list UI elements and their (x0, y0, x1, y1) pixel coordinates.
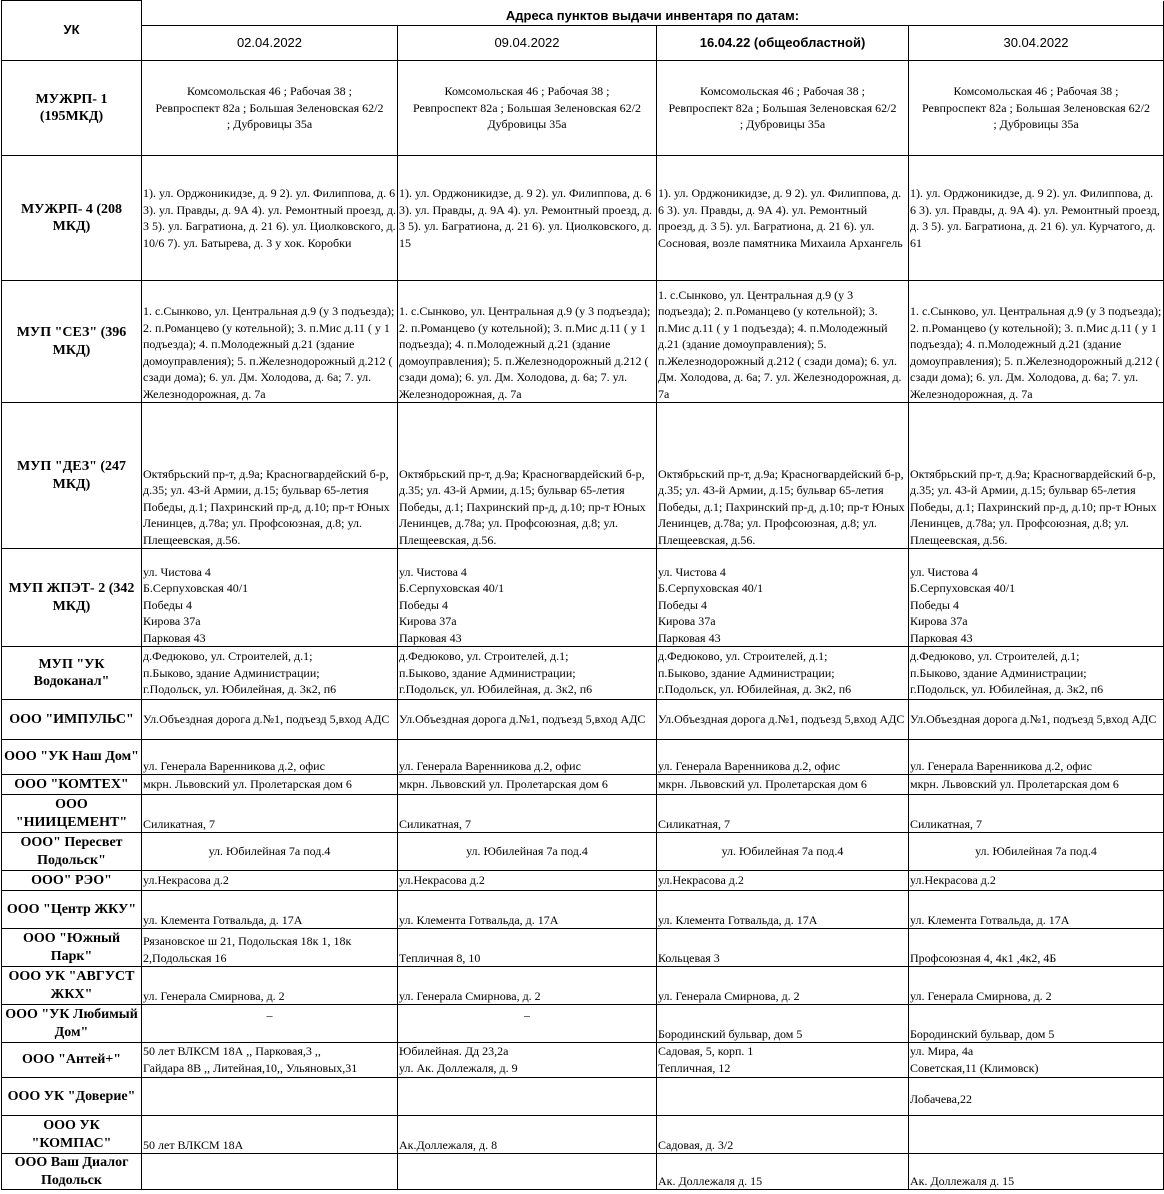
address-cell: ул. Клемента Готвальда, д. 17А (142, 891, 398, 929)
date-header-30-04: 30.04.2022 (909, 26, 1164, 61)
address-table (1, 0, 1164, 1190)
address-cell: 1. с.Сынково, ул. Центральная д.9 (у 3 подъезда); 2. п.Романцево (у котельной); 3. п.Мис д.11 ( у 1 подъезда); 4. п.Молодежный д.21 (здание домоуправления); 5. п.Железнодорожный д.212 ( сзади дома); 6. ул. Дм. Холодова, д. 6а; 7. ул. Железнодорожная, д. 7а (398, 281, 657, 403)
table-row (2, 929, 1164, 967)
table-row (2, 156, 1164, 281)
address-cell: Ак. Доллежаля д. 15 (657, 1154, 909, 1190)
table-row (2, 1078, 1164, 1116)
address-cell: Силикатная, 7 (657, 795, 909, 833)
table-row (2, 1116, 1164, 1154)
table-row (2, 700, 1164, 740)
table-title: Адреса пунктов выдачи инвентаря по датам: (142, 1, 1164, 26)
table-row (2, 61, 1164, 156)
table-row (2, 775, 1164, 795)
table-row (2, 740, 1164, 775)
company-name: ООО "НИИЦЕМЕНТ" (2, 795, 142, 833)
address-cell: Комсомольская 46 ; Рабочая 38 ; Ревпроспект 82а ; Большая Зеленовская 62/2 ; Дубровицы 35а (909, 61, 1164, 156)
address-cell: ул. Клемента Готвальда, д. 17А (657, 891, 909, 929)
address-cell: 50 лет ВЛКСМ 18А (142, 1116, 398, 1154)
address-cell: ул.Некрасова д.2 (142, 871, 398, 891)
address-cell: Ул.Объездная дорога д.№1, подъезд 5,вход АДС (657, 700, 909, 740)
address-cell: ул. Генерала Смирнова, д. 2 (909, 967, 1164, 1005)
address-cell: Комсомольская 46 ; Рабочая 38 ; Ревпроспект 82а ; Большая Зеленовская 62/2 ; Дубровицы 35а (657, 61, 909, 156)
address-cell (657, 1078, 909, 1116)
table-row (2, 795, 1164, 833)
address-cell: Кольцевая 3 (657, 929, 909, 967)
address-cell: ул. Генерала Варенникова д.2, офис (909, 740, 1164, 775)
company-name: МУП "ДЕЗ" (247 МКД) (2, 403, 142, 549)
address-cell: д.Федюково, ул. Строителей, д.1; п.Быково, здание Администрации; г.Подольск, ул. Юбилейная, д. 3к2, п6 (142, 647, 398, 700)
address-cell: Октябрьский пр-т, д.9а; Красногвардейский б-р, д.35; ул. 43-й Армии, д.15; бульвар 65-летия Победы, д.1; Пахринский пр-д, д.10; пр-т Юных Ленинцев, д.78а; ул. Профсоюзная, д.8; ул. Плещеевская, д.56. (142, 403, 398, 549)
table-row (2, 1043, 1164, 1078)
address-cell: Садовая, 5, корп. 1 Тепличная, 12 (657, 1043, 909, 1078)
address-cell: ул. Клемента Готвальда, д. 17А (398, 891, 657, 929)
company-name: ООО УК "КОМПАС" (2, 1116, 142, 1154)
address-cell: ул.Некрасова д.2 (657, 871, 909, 891)
address-cell: Силикатная, 7 (909, 795, 1164, 833)
uk-column-header: УК (2, 1, 142, 61)
address-cell: мкрн. Львовский ул. Пролетарская дом 6 (142, 775, 398, 795)
address-cell: ул. Генерала Смирнова, д. 2 (657, 967, 909, 1005)
address-cell: Ул.Объездная дорога д.№1, подъезд 5,вход АДС (398, 700, 657, 740)
table-row (2, 871, 1164, 891)
date-header-02-04: 02.04.2022 (142, 26, 398, 61)
address-cell: Октябрьский пр-т, д.9а; Красногвардейский б-р, д.35; ул. 43-й Армии, д.15; бульвар 65-летия Победы, д.1; Пахринский пр-д, д.10; пр-т Юных Ленинцев, д.78а; ул. Профсоюзная, д.8; ул. Плещеевская, д.56. (909, 403, 1164, 549)
address-cell: Октябрьский пр-т, д.9а; Красногвардейский б-р, д.35; ул. 43-й Армии, д.15; бульвар 65-летия Победы, д.1; Пахринский пр-д, д.10; пр-т Юных Ленинцев, д.78а; ул. Профсоюзная, д.8; ул. Плещеевская, д.56. (398, 403, 657, 549)
address-cell: ул. Юбилейная 7а под.4 (657, 833, 909, 871)
company-name: МУП ЖПЭТ- 2 (342 МКД) (2, 549, 142, 647)
address-cell: Ул.Объездная дорога д.№1, подъезд 5,вход АДС (142, 700, 398, 740)
table-row (2, 1154, 1164, 1190)
address-cell: Тепличная 8, 10 (398, 929, 657, 967)
address-cell: Ул.Объездная дорога д.№1, подъезд 5,вход АДС (909, 700, 1164, 740)
address-cell: 1). ул. Орджоникидзе, д. 9 2). ул. Филиппова, д. 6 3). ул. Правды, д. 9А 4). ул. Ремонтный проезд, д. 3 5). ул. Багратиона, д. 21 6). ул. Циолковского, д. 15 (398, 156, 657, 281)
company-name: МУП "УК Водоканал" (2, 647, 142, 700)
address-cell: ул. Генерала Смирнова, д. 2 (398, 967, 657, 1005)
address-cell: ул. Чистова 4 Б.Серпуховская 40/1 Победы 4 Кирова 37а Парковая 43 (657, 549, 909, 647)
address-cell: 1). ул. Орджоникидзе, д. 9 2). ул. Филиппова, д. 6 3). ул. Правды, д. 9А 4). ул. Ремонтный проезд, д. 3 5). ул. Багратиона, д. 21 6). ул. Циолковского, д. 10/6 7). ул. Батырева, д. 3 у хок. Коробки (142, 156, 398, 281)
address-cell: ул. Чистова 4 Б.Серпуховская 40/1 Победы 4 Кирова 37а Парковая 43 (142, 549, 398, 647)
company-name: ООО "Центр ЖКУ" (2, 891, 142, 929)
address-cell: ул. Генерала Варенникова д.2, офис (142, 740, 398, 775)
address-cell: 1). ул. Орджоникидзе, д. 9 2). ул. Филиппова, д. 6 3). ул. Правды, д. 9А 4). ул. Ремонтный проезд, д. 3 5). ул. Багратиона, д. 21 6). ул. Курчатого, д. 61 (909, 156, 1164, 281)
company-name: ООО" РЭО" (2, 871, 142, 891)
table-row (2, 967, 1164, 1005)
company-name: ООО Ваш Диалог Подольск (2, 1154, 142, 1190)
company-name: ООО "Южный Парк" (2, 929, 142, 967)
address-cell: ул. Чистова 4 Б.Серпуховская 40/1 Победы 4 Кирова 37а Парковая 43 (398, 549, 657, 647)
company-name: ООО" Пересвет Подольск" (2, 833, 142, 871)
address-cell (398, 1154, 657, 1190)
address-cell: Ак. Доллежаля д. 15 (909, 1154, 1164, 1190)
address-cell: Бородинский бульвар, дом 5 (909, 1005, 1164, 1043)
address-cell: 50 лет ВЛКСМ 18А ,, Парковая,3 ,, Гайдара 8В ,, Литейная,10,, Ульяновых,31 (142, 1043, 398, 1078)
address-cell: Юбилейная. Дд 23,2а ул. Ак. Доллежаля, д. 9 (398, 1043, 657, 1078)
address-cell: мкрн. Львовский ул. Пролетарская дом 6 (398, 775, 657, 795)
address-cell: ул. Генерала Варенникова д.2, офис (657, 740, 909, 775)
address-cell: Садовая, д. 3/2 (657, 1116, 909, 1154)
address-cell: 1. с.Сынково, ул. Центральная д.9 (у 3 подъезда); 2. п.Романцево (у котельной); 3. п.Мис д.11 ( у 1 подъезда); 4. п.Молодежный д.21 (здание домоуправления); 5. п.Железнодорожный д.212 ( сзади дома); 6. ул. Дм. Холодова, д. 6а; 7. ул. Железнодорожная, д. 7а (657, 281, 909, 403)
address-cell: Бородинский бульвар, дом 5 (657, 1005, 909, 1043)
address-cell (142, 1078, 398, 1116)
company-name: ООО "КОМТЕХ" (2, 775, 142, 795)
table-row (2, 1005, 1164, 1043)
address-cell (909, 1116, 1164, 1154)
address-cell: Силикатная, 7 (398, 795, 657, 833)
address-cell (142, 1154, 398, 1190)
address-cell: 1. с.Сынково, ул. Центральная д.9 (у 3 подъезда); 2. п.Романцево (у котельной); 3. п.Мис д.11 ( у 1 подъезда); 4. п.Молодежный д.21 (здание домоуправления); 5. п.Железнодорожный д.212 ( сзади дома); 6. ул. Дм. Холодова, д. 6а; 7. ул. Железнодорожная, д. 7а (142, 281, 398, 403)
table-row (2, 549, 1164, 647)
company-name: МУП "СЕЗ" (396 МКД) (2, 281, 142, 403)
company-name: ООО "ИМПУЛЬС" (2, 700, 142, 740)
company-name: ООО УК "АВГУСТ ЖКХ" (2, 967, 142, 1005)
address-cell: ул.Некрасова д.2 (909, 871, 1164, 891)
address-cell: Рязановское ш 21, Подольская 18к 1, 18к 2,Подольская 16 (142, 929, 398, 967)
address-cell: ул. Юбилейная 7а под.4 (142, 833, 398, 871)
address-cell: ул. Мира, 4а Советская,11 (Климовск) (909, 1043, 1164, 1078)
company-name: ООО "Антей+" (2, 1043, 142, 1078)
address-cell (398, 1078, 657, 1116)
address-cell: д.Федюково, ул. Строителей, д.1; п.Быково, здание Администрации; г.Подольск, ул. Юбилейная, д. 3к2, п6 (398, 647, 657, 700)
address-cell: ул. Чистова 4 Б.Серпуховская 40/1 Победы 4 Кирова 37а Парковая 43 (909, 549, 1164, 647)
company-name: МУЖРП- 4 (208 МКД) (2, 156, 142, 281)
table-row (2, 891, 1164, 929)
table-row (2, 403, 1164, 549)
address-cell: д.Федюково, ул. Строителей, д.1; п.Быково, здание Администрации; г.Подольск, ул. Юбилейная, д. 3к2, п6 (657, 647, 909, 700)
table-row (2, 833, 1164, 871)
address-cell: мкрн. Львовский ул. Пролетарская дом 6 (657, 775, 909, 795)
address-cell: мкрн. Львовский ул. Пролетарская дом 6 (909, 775, 1164, 795)
address-cell: д.Федюково, ул. Строителей, д.1; п.Быково, здание Администрации; г.Подольск, ул. Юбилейная, д. 3к2, п6 (909, 647, 1164, 700)
address-cell: ул. Юбилейная 7а под.4 (398, 833, 657, 871)
address-cell: 1). ул. Орджоникидзе, д. 9 2). ул. Филиппова, д. 6 3). ул. Правды, д. 9А 4). ул. Ремонтный проезд, д. 3 5). ул. Багратиона, д. 21 6). ул. Сосновая, возле памятника Михаила Архангель (657, 156, 909, 281)
address-cell: – (398, 1005, 657, 1043)
address-cell: Профсоюзная 4, 4к1 ,4к2, 4Б (909, 929, 1164, 967)
address-cell: Октябрьский пр-т, д.9а; Красногвардейский б-р, д.35; ул. 43-й Армии, д.15; бульвар 65-летия Победы, д.1; Пахринский пр-д, д.10; пр-т Юных Ленинцев, д.78а; ул. Профсоюзная, д.8; ул. Плещеевская, д.56. (657, 403, 909, 549)
company-name: ООО "УК Любимый Дом" (2, 1005, 142, 1043)
company-name: МУЖРП- 1 (195МКД) (2, 61, 142, 156)
address-cell: 1. с.Сынково, ул. Центральная д.9 (у 3 подъезда); 2. п.Романцево (у котельной); 3. п.Мис д.11 ( у 1 подъезда); 4. п.Молодежный д.21 (здание домоуправления); 5. п.Железнодорожный д.212 ( сзади дома); 6. ул. Дм. Холодова, д. 6а; 7. ул. Железнодорожная, д. 7а (909, 281, 1164, 403)
address-cell: Лобачева,22 (909, 1078, 1164, 1116)
address-cell: Ак.Доллежаля, д. 8 (398, 1116, 657, 1154)
address-cell: – (142, 1005, 398, 1043)
table-row (2, 281, 1164, 403)
address-cell: Комсомольская 46 ; Рабочая 38 ; Ревпроспект 82а ; Большая Зеленовская 62/2 ; Дубровицы 35а (142, 61, 398, 156)
address-cell: ул.Некрасова д.2 (398, 871, 657, 891)
address-cell: ул. Генерала Смирнова, д. 2 (142, 967, 398, 1005)
date-header-09-04: 09.04.2022 (398, 26, 657, 61)
address-cell: Силикатная, 7 (142, 795, 398, 833)
address-cell: Комсомольская 46 ; Рабочая 38 ; Ревпроспект 82а ; Большая Зеленовская 62/2 Дубровицы 35а (398, 61, 657, 156)
address-cell: ул. Клемента Готвальда, д. 17А (909, 891, 1164, 929)
company-name: ООО УК "Доверие" (2, 1078, 142, 1116)
company-name: ООО "УК Наш Дом" (2, 740, 142, 775)
date-header-16-04: 16.04.22 (общеобластной) (657, 26, 909, 61)
table-row (2, 647, 1164, 700)
address-cell: ул. Юбилейная 7а под.4 (909, 833, 1164, 871)
address-cell: ул. Генерала Варенникова д.2, офис (398, 740, 657, 775)
